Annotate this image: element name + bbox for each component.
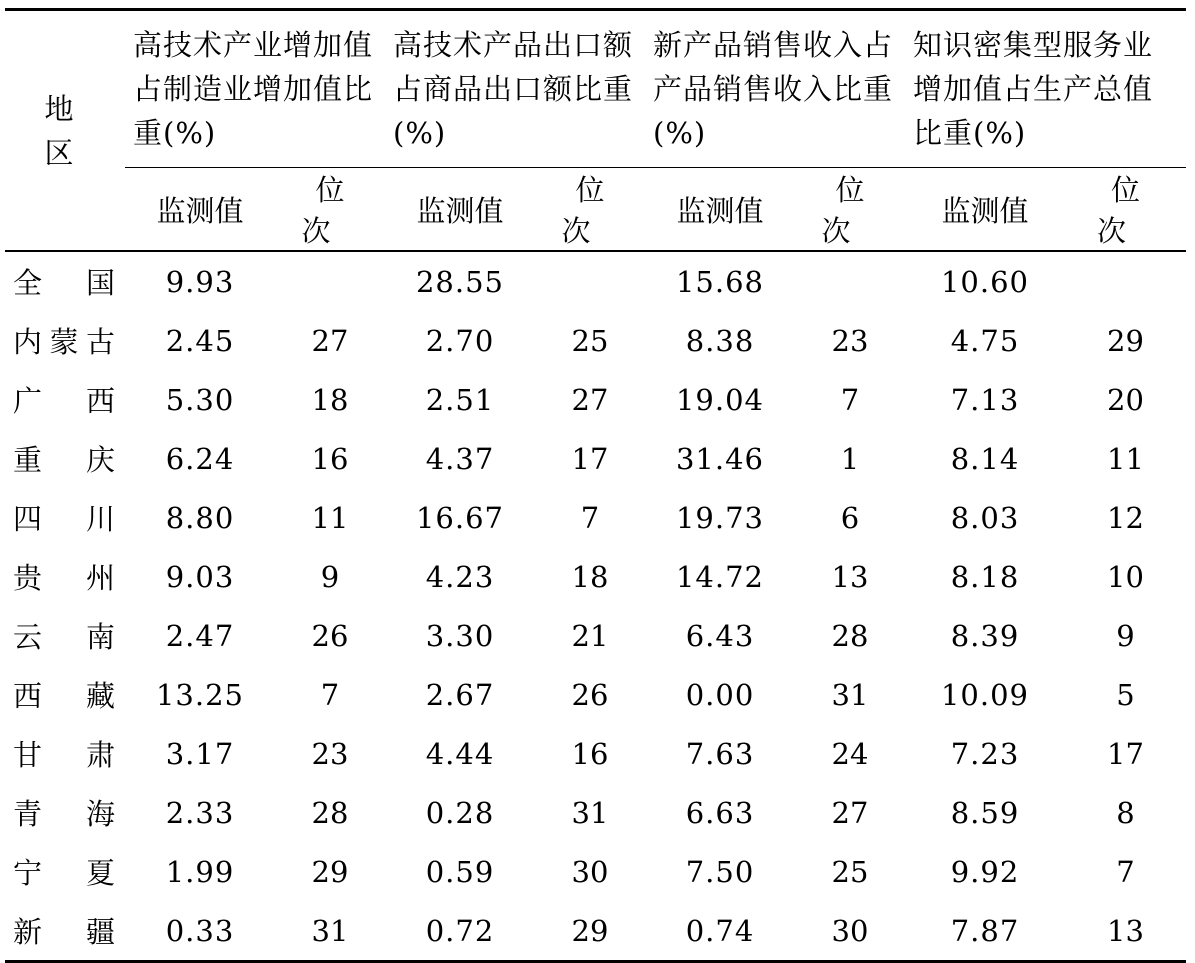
region-cell: 内蒙古 xyxy=(13,325,115,359)
rank-cell: 12 xyxy=(1107,500,1144,535)
value-cell: 10.60 xyxy=(905,251,1065,311)
value-cell: 8.03 xyxy=(950,500,1020,535)
rank-cell xyxy=(795,251,905,311)
value-cell: 19.73 xyxy=(675,500,765,535)
rank-cell: 6 xyxy=(840,500,860,535)
value-cell: 7.50 xyxy=(685,854,755,889)
value-cell: 3.17 xyxy=(165,736,235,771)
value-cell: 5.30 xyxy=(165,382,235,417)
rank-cell: 27 xyxy=(571,382,609,417)
value-cell: 7.87 xyxy=(950,913,1020,948)
rank-cell: 29 xyxy=(311,854,349,889)
value-cell: 2.70 xyxy=(425,323,495,358)
metric-header-new-product-sales: 新产品销售收入占产品销售收入比重(%) xyxy=(653,28,894,150)
value-cell: 4.44 xyxy=(425,736,495,771)
table-row xyxy=(5,901,1186,962)
value-cell: 19.04 xyxy=(675,382,765,417)
value-header: 监测值 xyxy=(385,168,535,252)
value-cell: 2.45 xyxy=(165,323,235,358)
metric-header-high-tech-value-added: 高技术产业增加值占制造业增加值比重(%) xyxy=(133,28,374,150)
rank-cell: 25 xyxy=(831,854,869,889)
value-cell: 9.93 xyxy=(125,251,275,311)
rank-cell: 27 xyxy=(831,795,869,830)
table-row xyxy=(5,429,1186,488)
rank-cell: 13 xyxy=(1107,913,1144,948)
table-row xyxy=(5,311,1186,370)
rank-header: 位 次 xyxy=(535,168,645,252)
rank-cell: 30 xyxy=(571,854,609,889)
value-cell: 14.72 xyxy=(675,559,765,594)
value-cell: 8.14 xyxy=(950,441,1020,476)
value-cell: 0.00 xyxy=(685,677,755,712)
value-cell: 7.63 xyxy=(685,736,755,771)
value-cell: 0.74 xyxy=(685,913,755,948)
rank-cell: 20 xyxy=(1107,382,1144,417)
value-cell: 9.03 xyxy=(165,559,235,594)
region-header: 地 区 xyxy=(44,91,94,170)
rank-cell: 29 xyxy=(571,913,609,948)
value-cell: 2.47 xyxy=(165,618,235,653)
rank-cell: 7 xyxy=(320,677,340,712)
region-cell: 新疆 xyxy=(13,915,115,949)
value-cell: 8.18 xyxy=(950,559,1020,594)
rank-cell: 26 xyxy=(311,618,349,653)
region-cell: 宁夏 xyxy=(13,856,115,890)
header-row-sub xyxy=(5,168,1186,252)
rank-cell: 18 xyxy=(571,559,609,594)
value-cell: 0.33 xyxy=(165,913,235,948)
rank-cell: 28 xyxy=(311,795,349,830)
value-cell: 7.13 xyxy=(950,382,1020,417)
value-cell: 8.80 xyxy=(165,500,235,535)
rank-cell: 16 xyxy=(311,441,349,476)
value-cell: 0.72 xyxy=(425,913,495,948)
rank-cell: 17 xyxy=(571,441,609,476)
value-cell: 2.33 xyxy=(165,795,235,830)
rank-cell: 24 xyxy=(831,736,869,771)
value-cell: 7.23 xyxy=(950,736,1020,771)
region-cell: 西藏 xyxy=(13,679,115,713)
rank-cell xyxy=(1065,251,1186,311)
rank-cell: 9 xyxy=(320,559,340,594)
rank-cell: 17 xyxy=(1107,736,1144,771)
header-row-metrics xyxy=(5,10,1186,168)
rank-cell: 7 xyxy=(1116,854,1135,889)
table-row xyxy=(5,488,1186,547)
value-header: 监测值 xyxy=(645,168,795,252)
region-cell: 广西 xyxy=(13,384,115,418)
region-cell: 贵州 xyxy=(13,561,115,595)
rank-cell: 11 xyxy=(311,500,349,535)
value-cell: 13.25 xyxy=(155,677,245,712)
table-row xyxy=(5,724,1186,783)
value-cell: 8.39 xyxy=(950,618,1020,653)
value-cell: 16.67 xyxy=(415,500,505,535)
table-row xyxy=(5,251,1186,311)
value-cell: 8.38 xyxy=(685,323,755,358)
rank-cell: 21 xyxy=(571,618,609,653)
value-cell: 2.51 xyxy=(425,382,495,417)
value-cell: 6.24 xyxy=(165,441,235,476)
rank-cell: 9 xyxy=(1116,618,1135,653)
value-header: 监测值 xyxy=(905,168,1065,252)
rank-cell: 11 xyxy=(1107,441,1144,476)
value-cell: 10.09 xyxy=(940,677,1030,712)
region-cell: 甘肃 xyxy=(13,738,115,772)
rank-cell: 10 xyxy=(1107,559,1144,594)
rank-cell xyxy=(535,251,645,311)
rank-cell: 23 xyxy=(311,736,349,771)
rank-cell: 13 xyxy=(831,559,869,594)
rank-cell: 5 xyxy=(1116,677,1135,712)
rank-cell: 16 xyxy=(571,736,609,771)
rank-cell: 7 xyxy=(580,500,600,535)
value-cell: 4.75 xyxy=(950,323,1020,358)
metric-header-high-tech-export: 高技术产品出口额占商品出口额比重(%) xyxy=(393,28,634,150)
table-row xyxy=(5,370,1186,429)
value-header: 监测值 xyxy=(125,168,275,252)
rank-cell: 27 xyxy=(311,323,349,358)
value-cell: 9.92 xyxy=(950,854,1020,889)
rank-cell: 31 xyxy=(571,795,609,830)
rank-header: 位 次 xyxy=(1065,168,1186,252)
value-cell: 2.67 xyxy=(425,677,495,712)
table-body xyxy=(5,251,1186,962)
rank-cell: 25 xyxy=(571,323,609,358)
table-row xyxy=(5,842,1186,901)
value-cell: 28.55 xyxy=(385,251,535,311)
rank-header: 位 次 xyxy=(275,168,385,252)
rank-cell: 31 xyxy=(831,677,869,712)
rank-cell: 8 xyxy=(1116,795,1135,830)
value-cell: 4.23 xyxy=(425,559,495,594)
value-cell: 6.43 xyxy=(685,618,755,653)
value-cell: 15.68 xyxy=(645,251,795,311)
rank-cell: 29 xyxy=(1107,323,1144,358)
rank-cell: 30 xyxy=(831,913,869,948)
region-cell: 青海 xyxy=(13,797,115,831)
rank-cell: 31 xyxy=(311,913,349,948)
table-row xyxy=(5,606,1186,665)
table-row xyxy=(5,547,1186,606)
value-cell: 0.28 xyxy=(425,795,495,830)
value-cell: 4.37 xyxy=(425,441,495,476)
rank-cell: 7 xyxy=(840,382,860,417)
table-row xyxy=(5,783,1186,842)
region-cell: 云南 xyxy=(13,620,115,654)
rank-cell: 18 xyxy=(311,382,349,417)
value-cell: 31.46 xyxy=(675,441,765,476)
value-cell: 8.59 xyxy=(950,795,1020,830)
region-cell: 全国 xyxy=(5,251,125,311)
region-cell: 重庆 xyxy=(13,443,115,477)
value-cell: 0.59 xyxy=(425,854,495,889)
rank-header: 位 次 xyxy=(795,168,905,252)
region-cell: 四川 xyxy=(13,502,115,536)
value-cell: 1.99 xyxy=(165,854,235,889)
metric-header-knowledge-services: 知识密集型服务业增加值占生产总值比重(%) xyxy=(913,28,1154,150)
value-cell: 3.30 xyxy=(425,618,495,653)
rank-cell: 28 xyxy=(831,618,869,653)
rank-cell: 26 xyxy=(571,677,609,712)
value-cell: 6.63 xyxy=(685,795,755,830)
rank-cell: 1 xyxy=(840,441,860,476)
table-row xyxy=(5,665,1186,724)
rank-cell xyxy=(275,251,385,311)
rank-cell: 23 xyxy=(831,323,869,358)
indicator-table xyxy=(5,8,1186,963)
